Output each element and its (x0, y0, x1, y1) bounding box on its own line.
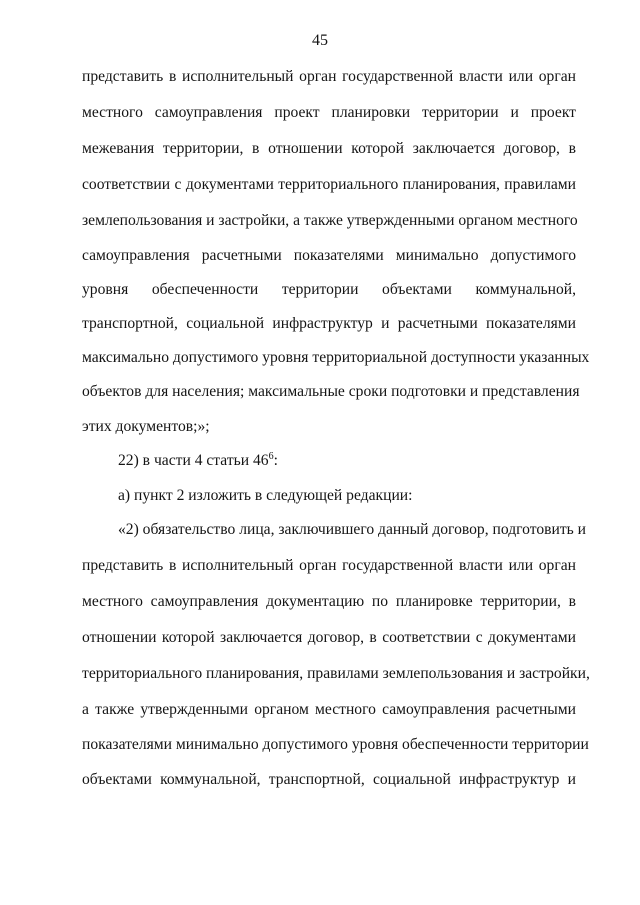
text-line: максимально допустимого уровня территориальной доступности указанных (82, 349, 590, 366)
text-line: транспортной, социальной инфраструктур и расчетными показателями (82, 315, 576, 332)
text-line: представить в исполнительный орган государственной власти или орган (82, 557, 576, 574)
text-line: а также утвержденными органом местного самоуправления расчетными (82, 701, 576, 718)
page-number: 45 (312, 32, 328, 49)
text-line: межевания территории, в отношении которой заключается договор, в (82, 140, 576, 157)
text-line: территориального планирования, правилами землепользования и застройки, (82, 665, 590, 682)
text-line: местного самоуправления проект планировки территории и проект (82, 104, 576, 121)
superscript: 6 (268, 450, 274, 462)
text-line: объектов для населения; максимальные сроки подготовки и представления (82, 383, 580, 400)
item-22-suffix: : (273, 452, 278, 469)
text-line: объектами коммунальной, транспортной, социальной инфраструктур и (82, 771, 576, 788)
text-line: представить в исполнительный орган государственной власти или орган (82, 68, 576, 85)
text-line: уровня обеспеченности территории объектами коммунальной, (82, 281, 576, 298)
text-line: самоуправления расчетными показателями минимально допустимого (82, 247, 576, 264)
text-line: показателями минимально допустимого уровня обеспеченности территории (82, 736, 589, 753)
item-22-heading (118, 451, 576, 471)
item-22-text: 22) в части 4 статьи 46 (118, 452, 269, 469)
text-line: «2) обязательство лица, заключившего данный договор, подготовить и (118, 521, 587, 538)
text-line: местного самоуправления документацию по планировке территории, в (82, 593, 576, 610)
text-line: этих документов;»; (82, 418, 210, 435)
text-line: соответствии с документами территориального планирования, правилами (82, 176, 576, 193)
subitem-a: а) пункт 2 изложить в следующей редакции: (118, 487, 413, 504)
text-line: отношении которой заключается договор, в соответствии с документами (82, 629, 576, 646)
text-line: землепользования и застройки, а также утвержденными органом местного (82, 212, 578, 229)
